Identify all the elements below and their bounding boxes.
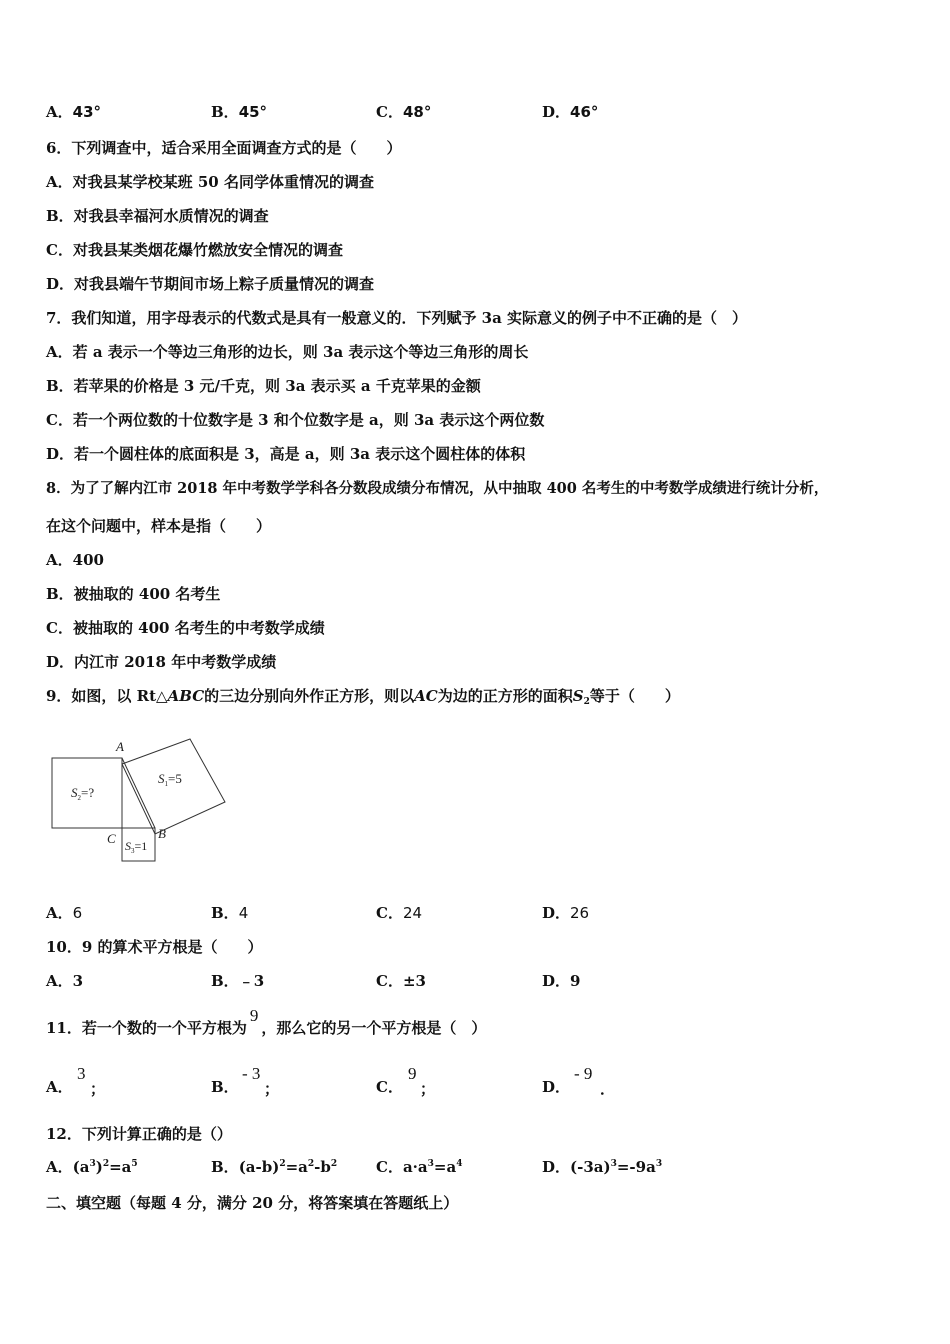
q10-option-b: B．﹣3 <box>211 972 265 990</box>
s2-label: $S_2=$? <box>71 785 95 802</box>
q5-option-b: B．45° <box>211 103 268 121</box>
q6-stem: 6．下列调查中，适合采用全面调查方式的是（ ） <box>46 139 402 157</box>
q6-option-c: C．对我县某类烟花爆竹燃放安全情况的调查 <box>46 241 343 259</box>
q5-option-a: A．43° <box>46 103 102 121</box>
vertex-a-label: A <box>116 739 124 754</box>
q9-option-d: D．26 <box>542 904 590 922</box>
q11-option-d-end: ． <box>600 1080 616 1098</box>
square-s1 <box>122 739 225 834</box>
q7-option-d: D．若一个圆柱体的底面积是 3，高是 a，则 3a 表示这个圆柱体的体积 <box>46 445 526 463</box>
q8-stem-line2: 在这个问题中，样本是指（ ） <box>46 517 272 535</box>
q11-option-a: A． <box>46 1078 73 1096</box>
q11-option-d: D． <box>542 1078 571 1096</box>
q12-option-c: C．$a\cdot a^3=a^4$ <box>376 1158 463 1176</box>
q12-option-b: B．$(a-b)^2=a^2-b^2$ <box>211 1158 338 1176</box>
q11-option-b-end: ； <box>264 1080 280 1098</box>
q10-option-a: A．3 <box>46 972 84 990</box>
q8-option-c: C．被抽取的 400 名考生的中考数学成绩 <box>46 619 325 637</box>
q9-stem: 9．如图，以 Rt△ABC的三边分别向外作正方形，则以AC为边的正方形的面积$S_2$等于（ ） <box>46 687 680 707</box>
q9-option-c: C．24 <box>376 904 423 922</box>
q10-option-d: D．9 <box>542 972 581 990</box>
q12-stem: 12．下列计算正确的是（） <box>46 1125 232 1143</box>
s3-label: $S_3=1$ <box>125 839 148 855</box>
q12-option-d: D．$(-3a)^3=-9a^3$ <box>542 1158 663 1176</box>
q11-stem: 11．若一个数的一个平方根为9，那么它的另一个平方根是（ ） <box>46 1006 487 1037</box>
q6-option-d: D．对我县端午节期间市场上粽子质量情况的调查 <box>46 275 375 293</box>
section2-heading: 二、填空题（每题 4 分，满分 20 分，将答案填在答题纸上） <box>46 1194 459 1212</box>
q12-option-a: A．$(a^3)^2=a^5$ <box>46 1158 138 1176</box>
q11-option-c-end: ； <box>420 1080 436 1098</box>
q7-option-b: B．若苹果的价格是 3 元/千克，则 3a 表示买 a 千克苹果的金额 <box>46 377 481 395</box>
q8-option-a: A．400 <box>46 551 104 569</box>
q11-option-c: C． <box>376 1078 403 1096</box>
q11-option-a-value: 3 <box>77 1064 86 1083</box>
q8-stem-line1: 8．为了了解内江市 2018 年中考数学学科各分数段成绩分布情况，从中抽取 400 名考生的中考数学成绩进行统计分析， <box>46 480 829 497</box>
q8-option-b: B．被抽取的 400 名考生 <box>46 585 221 603</box>
q5-option-d: D．46° <box>542 103 599 121</box>
q9-option-b: B．4 <box>211 904 249 922</box>
q11-option-c-value: 9 <box>408 1064 417 1083</box>
q7-option-a: A．若 a 表示一个等边三角形的边长，则 3a 表示这个等边三角形的周长 <box>46 343 529 361</box>
q11-option-d-value: - 9 <box>574 1064 593 1083</box>
vertex-c-label: C <box>107 831 116 846</box>
q7-option-c: C．若一个两位数的十位数字是 3 和个位数字是 a，则 3a 表示这个两位数 <box>46 411 545 429</box>
s1-label: $S_1=5$ <box>158 771 182 788</box>
side-ab <box>122 758 155 828</box>
q6-option-a: A．对我县某学校某班 50 名同学体重情况的调查 <box>46 173 374 191</box>
q9-option-a: A．6 <box>46 904 83 922</box>
q10-stem: 10．9 的算术平方根是（ ） <box>46 938 263 956</box>
q5-option-c: C．48° <box>376 103 432 121</box>
q7-stem: 7．我们知道，用字母表示的代数式是具有一般意义的．下列赋予 3a 实际意义的例子中不正确的是（ ） <box>46 309 748 327</box>
q11-option-b: B． <box>211 1078 239 1096</box>
q11-option-b-value: - 3 <box>242 1064 261 1083</box>
vertex-b-label: B <box>158 826 166 841</box>
q10-option-c: C．±3 <box>376 972 426 990</box>
q6-option-b: B．对我县幸福河水质情况的调查 <box>46 207 269 225</box>
squares-figure <box>46 736 236 868</box>
q11-option-a-end: ； <box>90 1080 106 1098</box>
q8-option-d: D．内江市 2018 年中考数学成绩 <box>46 653 277 671</box>
